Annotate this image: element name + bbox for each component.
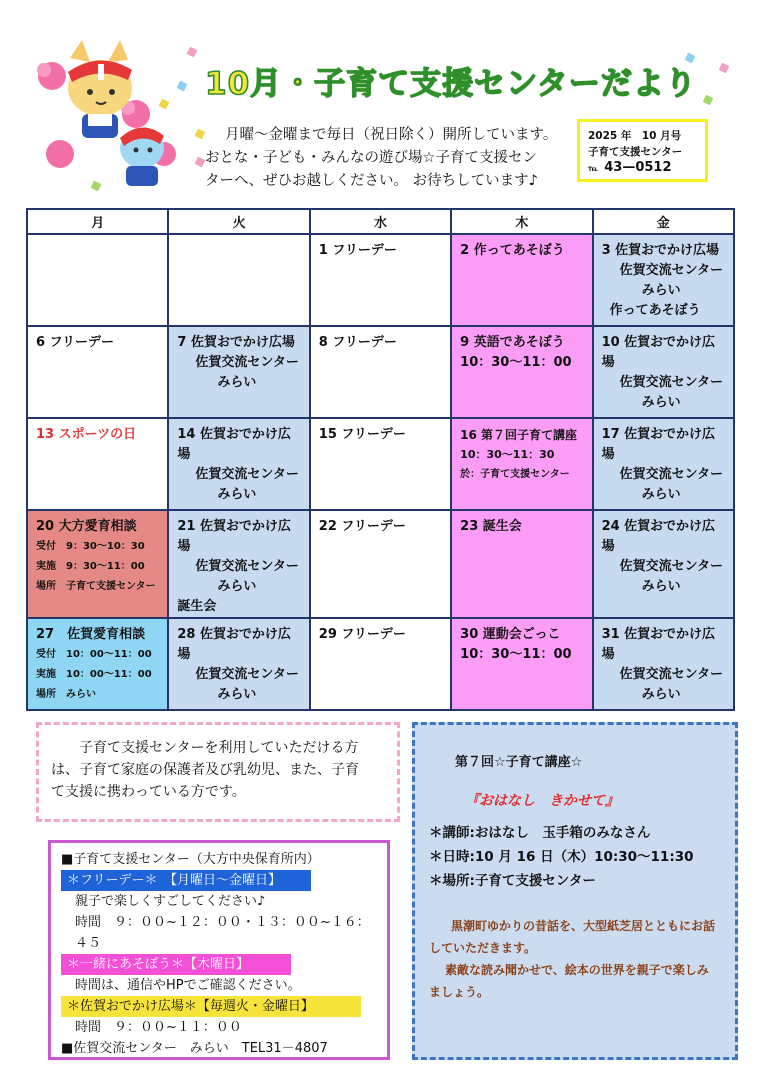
- event-time: 10：30～11：30: [460, 448, 555, 461]
- event-location: 場所 子育て支援センター: [36, 581, 156, 592]
- calendar-cell: [451, 234, 592, 326]
- lecture-place: ＊場所:子育て支援センター: [429, 873, 596, 889]
- asobo-tag: ＊一緒にあそぼう＊【木曜日】: [61, 954, 291, 975]
- intro-line: ターへ、ぜひお越しください。 お待ちしています♪: [205, 173, 538, 189]
- calendar-cell: [451, 510, 592, 618]
- calendar-cell: [27, 326, 168, 418]
- event-location: 佐賀交流センター: [619, 375, 724, 390]
- event-title: 15 フリーデー: [318, 427, 406, 442]
- day-header-wed: 水: [310, 209, 451, 234]
- calendar-cell: [168, 418, 309, 510]
- saga-time: 時間 ９：００~１１：００: [75, 1020, 242, 1035]
- calendar-cell: [593, 618, 734, 710]
- issue-org: 子育て支援センター: [588, 146, 683, 158]
- calendar-week: [27, 326, 734, 418]
- lecture-desc-line: 素敵な読み聞かせで、絵本の世界を親子で楽しみ: [445, 963, 709, 977]
- day-header-thu: 木: [451, 209, 592, 234]
- event-title: 29 フリーデー: [318, 627, 406, 642]
- event-location: 佐賀交流センター: [195, 667, 299, 682]
- calendar-cell: [593, 418, 734, 510]
- event-title: 6 フリーデー: [36, 335, 115, 350]
- tel-prefix: ℡: [588, 164, 599, 173]
- event-location: 佐賀交流センター: [619, 559, 724, 574]
- event-note: 作ってあそぼう: [609, 303, 701, 318]
- calendar-cell: [168, 618, 309, 710]
- issue-tel: [588, 160, 697, 177]
- asobo-desc: 時間は、通信やHPでご確認ください。: [75, 978, 301, 993]
- confetti-icon: [195, 157, 206, 168]
- event-title: 7 佐賀おでかけ広場: [177, 335, 295, 350]
- newsletter-title: 10月・子育て支援センターだより: [205, 66, 697, 102]
- intro-text: [205, 124, 575, 193]
- confetti-icon: [187, 47, 198, 58]
- event-title: 30 運動会ごっこ: [460, 627, 561, 642]
- lecture-lecturer: ＊講師:おはなし 玉手箱のみなさん: [429, 825, 651, 841]
- calendar-cell: [27, 418, 168, 510]
- day-header-fri: 金: [593, 209, 734, 234]
- event-location: みらい: [217, 579, 257, 594]
- event-location: みらい: [217, 687, 257, 702]
- issue-date: 2025 年 10 月号: [588, 130, 682, 142]
- monthly-calendar: [26, 208, 735, 711]
- calendar-header-row: [27, 209, 734, 234]
- calendar-cell: [168, 326, 309, 418]
- event-location: 佐賀交流センター: [619, 467, 724, 482]
- calendar-week: [27, 618, 734, 710]
- confetti-icon: [703, 95, 714, 106]
- calendar-cell: [593, 326, 734, 418]
- event-location: みらい: [217, 375, 257, 390]
- calendar-cell: [27, 618, 168, 710]
- event-title: 9 英語であそぼう: [460, 335, 565, 350]
- event-title: 22 フリーデー: [318, 519, 406, 534]
- tel-number: 43—0512: [604, 160, 672, 175]
- lecture-desc-line: 黒潮町ゆかりの昔話を、大型紙芝居とともにお話: [451, 919, 716, 933]
- event-title: 2 作ってあそぼう: [460, 243, 565, 258]
- event-note: 誕生会: [177, 599, 217, 614]
- lecture-title: 『おはなし きかせて』: [465, 793, 619, 809]
- calendar-cell: [310, 234, 451, 326]
- freeday-time: 時間 ９：００~１２：００・１３：００~１６：４５: [75, 915, 370, 951]
- event-title: 3 佐賀おでかけ広場: [601, 243, 720, 258]
- event-title: 14 佐賀おでかけ広場: [177, 427, 291, 462]
- event-title: 28 佐賀おでかけ広場: [177, 627, 291, 662]
- event-location: 於：子育て支援センター: [460, 469, 570, 480]
- calendar-cell: [310, 618, 451, 710]
- confetti-icon: [195, 129, 206, 140]
- lecture-datetime: ＊日時:10 月 16 日（木）10:30～11:30: [429, 849, 694, 865]
- event-time: 実施 9：30～11：00: [36, 561, 145, 572]
- calendar-week: [27, 510, 734, 618]
- event-title: 17 佐賀おでかけ広場: [601, 427, 716, 462]
- event-location: 佐賀交流センター: [619, 667, 724, 682]
- freeday-tag: ＊フリーデー＊ 【月曜日～金曜日】: [61, 870, 311, 891]
- event-time: 10：30～11：00: [460, 355, 572, 370]
- event-reception: 受付 10：00～11：00: [36, 649, 152, 660]
- event-title: 10 佐賀おでかけ広場: [601, 335, 716, 370]
- issue-info-box: [577, 119, 708, 182]
- calendar-cell: [27, 510, 168, 618]
- eligibility-line: 子育て支援センターを利用していただける方: [79, 740, 359, 756]
- event-title: 31 佐賀おでかけ広場: [601, 627, 716, 662]
- calendar-cell: [310, 326, 451, 418]
- saga-tag: ＊佐賀おでかけ広場＊【毎週火・金曜日】: [61, 996, 361, 1017]
- intro-line: おとな・子ども・みんなの遊び場☆子育て支援セン: [205, 150, 537, 166]
- event-location: みらい: [641, 283, 681, 298]
- event-title: 20 大方愛育相談: [36, 519, 137, 534]
- day-header-mon: 月: [27, 209, 168, 234]
- calendar-cell: [168, 510, 309, 618]
- calendar-cell: [593, 510, 734, 618]
- event-title: 24 佐賀おでかけ広場: [601, 519, 716, 554]
- calendar-cell: [451, 326, 592, 418]
- confetti-icon: [719, 63, 730, 74]
- event-location: 佐賀交流センター: [619, 263, 724, 278]
- event-location: みらい: [641, 395, 681, 410]
- event-location: みらい: [641, 487, 681, 502]
- event-title: 21 佐賀おでかけ広場: [177, 519, 291, 554]
- eligibility-box: [36, 722, 400, 822]
- calendar-cell: [593, 234, 734, 326]
- event-location: みらい: [217, 487, 257, 502]
- lecture-details: [429, 821, 721, 893]
- center-info-box: [48, 840, 390, 1060]
- event-location: 佐賀交流センター: [195, 467, 299, 482]
- freeday-desc: 親子で楽しくすごしてください♪: [75, 894, 266, 909]
- event-location: 場所 みらい: [36, 689, 96, 700]
- event-title: 1 フリーデー: [318, 243, 397, 258]
- calendar-cell-empty: [27, 234, 168, 326]
- calendar-cell: [451, 618, 592, 710]
- event-title: 27 佐賀愛育相談: [36, 627, 146, 642]
- event-reception: 受付 9：30～10：30: [36, 541, 145, 552]
- center-footer: ■佐賀交流センター みらい TEL31－4807: [61, 1041, 328, 1056]
- lecture-desc-line: ましょう。: [429, 985, 490, 999]
- calendar-cell: [451, 418, 592, 510]
- calendar-cell-empty: [168, 234, 309, 326]
- cheerleader-cat-mascot-icon: [24, 36, 184, 196]
- calendar-week: [27, 418, 734, 510]
- event-time: 10：30～11：00: [460, 647, 572, 662]
- calendar-cell: [310, 418, 451, 510]
- event-location: 佐賀交流センター: [195, 355, 299, 370]
- lecture-desc-line: していただきます。: [429, 941, 537, 955]
- eligibility-line: て支援に携わっている方です。: [51, 784, 246, 800]
- lecture-headline: 第７回☆子育て講座☆: [455, 755, 583, 770]
- calendar-cell: [310, 510, 451, 618]
- event-location: みらい: [641, 579, 681, 594]
- center-heading: ■子育て支援センター（大方中央保育所内）: [61, 852, 320, 867]
- day-header-tue: 火: [168, 209, 309, 234]
- event-title: 8 フリーデー: [318, 335, 397, 350]
- event-time: 実施 10：00～11：00: [36, 669, 152, 680]
- event-location: みらい: [641, 687, 681, 702]
- event-title: 16 第７回子育て講座: [460, 428, 578, 442]
- eligibility-line: は、子育て家庭の保護者及び乳幼児、また、子育: [51, 762, 359, 778]
- event-title: 23 誕生会: [460, 519, 522, 534]
- lecture-description: [429, 915, 721, 1003]
- intro-line: 月曜～金曜まで毎日（祝日除く）開所しています。: [225, 127, 558, 143]
- lecture-box: [412, 722, 738, 1060]
- event-location: 佐賀交流センター: [195, 559, 299, 574]
- calendar-week: [27, 234, 734, 326]
- holiday-title: 13 スポーツの日: [36, 427, 137, 442]
